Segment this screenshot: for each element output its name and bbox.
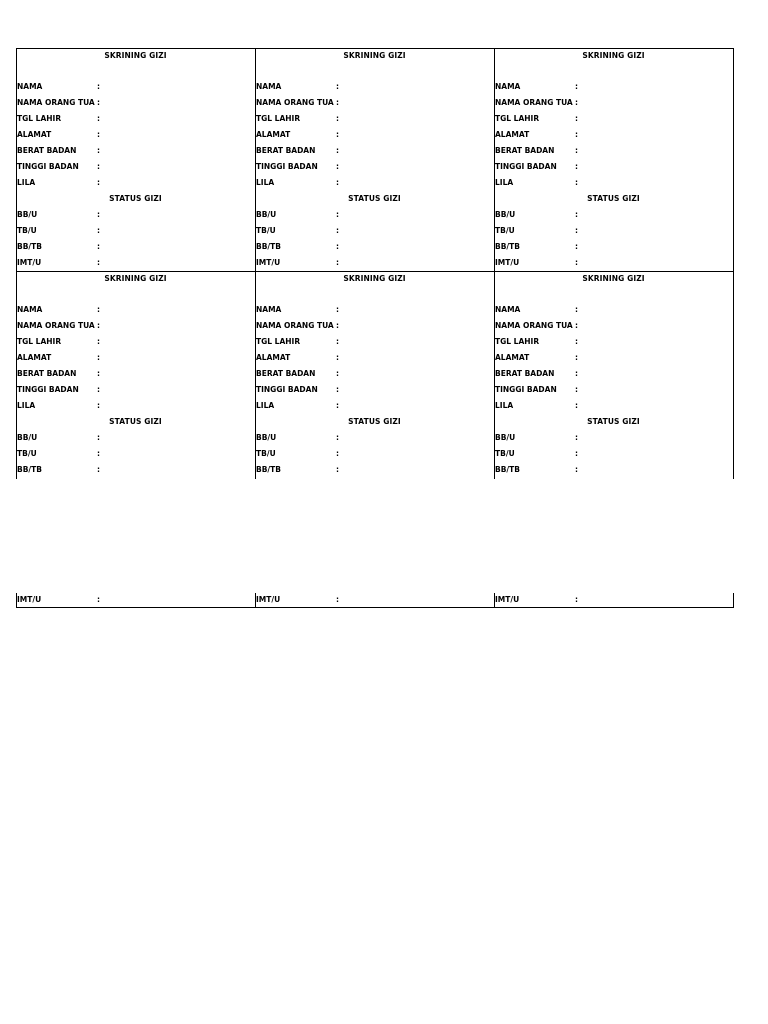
field-colon: : <box>97 114 100 123</box>
field-colon: : <box>575 162 578 171</box>
field-label: NAMA <box>17 305 43 314</box>
field-colon: : <box>336 82 339 91</box>
card-title: SKRINING GIZI <box>104 51 167 60</box>
field-label: LILA <box>256 178 275 187</box>
screening-card <box>494 48 733 272</box>
field-label: TINGGI BADAN <box>256 162 318 171</box>
field-label: BERAT BADAN <box>256 369 316 378</box>
status-field-label: TB/U <box>17 449 37 458</box>
field-label: NAMA <box>17 82 43 91</box>
field-colon: : <box>97 449 100 458</box>
status-field-label: BB/TB <box>495 465 521 474</box>
field-colon: : <box>575 337 578 346</box>
field-label: LILA <box>495 178 514 187</box>
field-colon: : <box>97 401 100 410</box>
status-field-label: IMT/U <box>256 258 281 267</box>
field-colon: : <box>575 98 578 107</box>
field-colon: : <box>336 178 339 187</box>
field-colon: : <box>97 178 100 187</box>
field-label: NAMA <box>256 82 282 91</box>
screening-card <box>494 271 733 604</box>
field-colon: : <box>97 337 100 346</box>
status-field-label: BB/TB <box>17 465 43 474</box>
screening-card <box>16 48 255 272</box>
status-gizi-title: STATUS GIZI <box>587 194 640 203</box>
card-title: SKRINING GIZI <box>582 51 645 60</box>
status-field-label: TB/U <box>256 226 276 235</box>
field-colon: : <box>336 595 339 604</box>
field-colon: : <box>97 82 100 91</box>
status-gizi-title: STATUS GIZI <box>348 417 401 426</box>
status-field-label: TB/U <box>256 449 276 458</box>
field-label: NAMA ORANG TUA <box>495 321 573 330</box>
field-colon: : <box>336 114 339 123</box>
field-colon: : <box>575 369 578 378</box>
field-label: NAMA <box>495 82 521 91</box>
field-colon: : <box>336 353 339 362</box>
status-field-label: BB/U <box>256 433 277 442</box>
field-colon: : <box>336 130 339 139</box>
card-title: SKRINING GIZI <box>343 274 406 283</box>
field-label: NAMA ORANG TUA <box>256 98 334 107</box>
field-label: NAMA ORANG TUA <box>17 321 95 330</box>
status-field-label: IMT/U <box>495 595 520 604</box>
field-colon: : <box>97 353 100 362</box>
field-label: ALAMAT <box>495 130 530 139</box>
field-colon: : <box>336 258 339 267</box>
card-title: SKRINING GIZI <box>582 274 645 283</box>
field-label: TGL LAHIR <box>256 114 301 123</box>
field-colon: : <box>575 146 578 155</box>
field-colon: : <box>97 130 100 139</box>
grid-line-right-lower <box>733 593 734 608</box>
field-label: BERAT BADAN <box>17 146 77 155</box>
screening-card <box>16 271 255 604</box>
field-colon: : <box>575 465 578 474</box>
field-colon: : <box>336 98 339 107</box>
field-colon: : <box>97 595 100 604</box>
field-label: NAMA <box>256 305 282 314</box>
field-colon: : <box>97 146 100 155</box>
screening-card <box>255 271 494 604</box>
field-colon: : <box>575 258 578 267</box>
field-colon: : <box>575 401 578 410</box>
card-title: SKRINING GIZI <box>343 51 406 60</box>
status-field-label: IMT/U <box>17 258 42 267</box>
field-colon: : <box>336 305 339 314</box>
field-colon: : <box>336 401 339 410</box>
field-colon: : <box>336 146 339 155</box>
field-colon: : <box>575 595 578 604</box>
field-colon: : <box>575 130 578 139</box>
field-colon: : <box>336 369 339 378</box>
field-label: BERAT BADAN <box>495 146 555 155</box>
field-label: TINGGI BADAN <box>256 385 318 394</box>
status-gizi-title: STATUS GIZI <box>109 417 162 426</box>
field-colon: : <box>336 337 339 346</box>
status-field-label: TB/U <box>17 226 37 235</box>
field-label: LILA <box>256 401 275 410</box>
status-field-label: TB/U <box>495 449 515 458</box>
field-colon: : <box>97 465 100 474</box>
screening-card <box>255 48 494 272</box>
grid-line-right-upper <box>733 48 734 479</box>
field-colon: : <box>575 433 578 442</box>
status-field-label: BB/TB <box>256 242 282 251</box>
field-colon: : <box>336 162 339 171</box>
status-field-label: BB/U <box>17 210 38 219</box>
field-colon: : <box>97 162 100 171</box>
status-field-label: IMT/U <box>17 595 42 604</box>
status-field-label: BB/U <box>256 210 277 219</box>
field-colon: : <box>575 210 578 219</box>
field-label: ALAMAT <box>17 130 52 139</box>
field-label: TGL LAHIR <box>17 114 62 123</box>
status-gizi-title: STATUS GIZI <box>348 194 401 203</box>
field-colon: : <box>336 321 339 330</box>
field-colon: : <box>575 385 578 394</box>
field-colon: : <box>97 210 100 219</box>
field-colon: : <box>97 369 100 378</box>
field-label: NAMA <box>495 305 521 314</box>
field-colon: : <box>575 305 578 314</box>
card-title: SKRINING GIZI <box>104 274 167 283</box>
field-colon: : <box>97 305 100 314</box>
field-colon: : <box>575 226 578 235</box>
field-label: LILA <box>17 401 36 410</box>
status-field-label: BB/U <box>495 433 516 442</box>
field-colon: : <box>97 98 100 107</box>
field-colon: : <box>575 242 578 251</box>
grid-line-bottom <box>16 607 734 608</box>
status-gizi-title: STATUS GIZI <box>587 417 640 426</box>
field-label: TGL LAHIR <box>256 337 301 346</box>
field-colon: : <box>336 242 339 251</box>
field-colon: : <box>336 449 339 458</box>
field-label: TGL LAHIR <box>495 337 540 346</box>
status-field-label: BB/U <box>495 210 516 219</box>
field-label: NAMA ORANG TUA <box>17 98 95 107</box>
status-field-label: IMT/U <box>495 258 520 267</box>
status-gizi-title: STATUS GIZI <box>109 194 162 203</box>
field-label: BERAT BADAN <box>17 369 77 378</box>
field-colon: : <box>97 226 100 235</box>
field-colon: : <box>336 465 339 474</box>
field-colon: : <box>575 114 578 123</box>
field-label: TINGGI BADAN <box>495 385 557 394</box>
field-label: BERAT BADAN <box>256 146 316 155</box>
field-label: TGL LAHIR <box>17 337 62 346</box>
field-label: LILA <box>495 401 514 410</box>
field-colon: : <box>575 353 578 362</box>
field-colon: : <box>97 433 100 442</box>
status-field-label: BB/U <box>17 433 38 442</box>
field-colon: : <box>575 321 578 330</box>
field-label: NAMA ORANG TUA <box>256 321 334 330</box>
field-colon: : <box>97 258 100 267</box>
field-label: TINGGI BADAN <box>495 162 557 171</box>
field-colon: : <box>575 178 578 187</box>
field-label: TGL LAHIR <box>495 114 540 123</box>
field-colon: : <box>575 449 578 458</box>
field-label: NAMA ORANG TUA <box>495 98 573 107</box>
field-colon: : <box>97 242 100 251</box>
field-colon: : <box>336 433 339 442</box>
field-label: TINGGI BADAN <box>17 162 79 171</box>
field-colon: : <box>336 210 339 219</box>
status-field-label: BB/TB <box>495 242 521 251</box>
status-field-label: TB/U <box>495 226 515 235</box>
field-colon: : <box>336 226 339 235</box>
field-colon: : <box>336 385 339 394</box>
field-label: LILA <box>17 178 36 187</box>
field-colon: : <box>575 82 578 91</box>
field-label: ALAMAT <box>495 353 530 362</box>
field-label: ALAMAT <box>256 353 291 362</box>
status-field-label: BB/TB <box>256 465 282 474</box>
field-colon: : <box>97 321 100 330</box>
field-colon: : <box>97 385 100 394</box>
field-label: ALAMAT <box>256 130 291 139</box>
field-label: BERAT BADAN <box>495 369 555 378</box>
field-label: ALAMAT <box>17 353 52 362</box>
field-label: TINGGI BADAN <box>17 385 79 394</box>
status-field-label: IMT/U <box>256 595 281 604</box>
status-field-label: BB/TB <box>17 242 43 251</box>
